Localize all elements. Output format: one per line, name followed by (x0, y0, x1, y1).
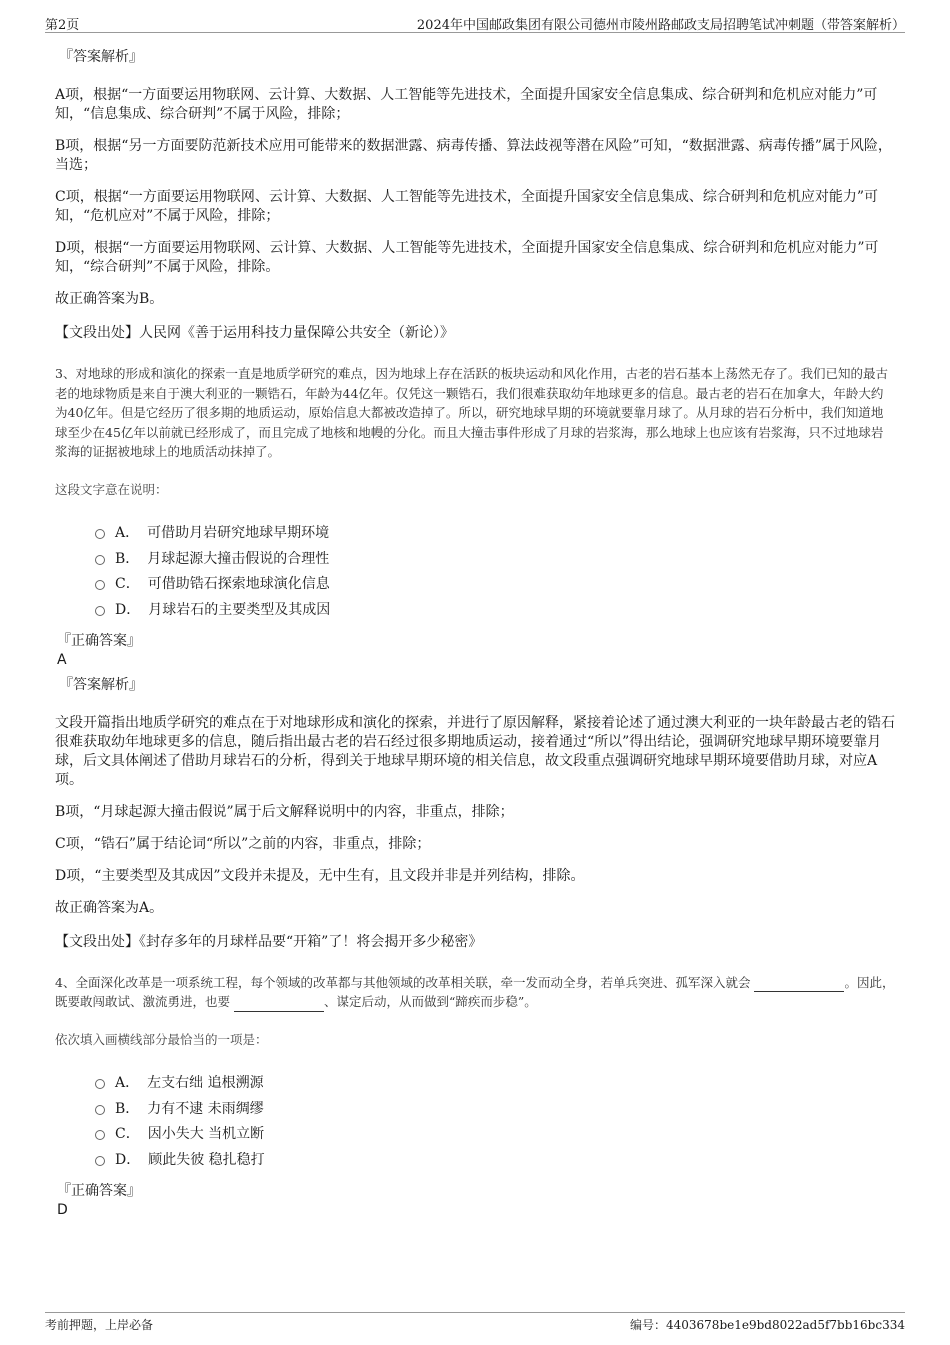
option-letter: A． (115, 1075, 140, 1092)
radio-icon[interactable] (95, 1156, 105, 1166)
option-a[interactable] (95, 520, 895, 546)
source-citation: 【文段出处】《封存多年的月球样品要“开箱”了！将会揭开多少秘密》 (55, 933, 483, 950)
radio-icon[interactable] (95, 606, 105, 616)
fill-blank (234, 998, 324, 1012)
option-text: 可借助锆石探索地球演化信息 (147, 576, 330, 593)
option-letter: B． (115, 1100, 140, 1117)
option-list (95, 1070, 895, 1172)
page-footer (45, 1312, 905, 1332)
option-c[interactable] (95, 1121, 895, 1147)
page-header (45, 14, 905, 33)
option-d[interactable] (95, 1146, 895, 1172)
analysis-label: 『答案解析』 (59, 676, 143, 693)
option-text: 月球起源大撞击假说的合理性 (147, 550, 330, 567)
analysis-paragraph: D项，“主要类型及其成因”文段并未提及，无中生有，且文段并非是并列结构，排除。 (55, 867, 585, 884)
question-4 (55, 973, 895, 1218)
correct-answer: D (57, 1201, 68, 1218)
question-2-analysis (55, 46, 895, 342)
question-text-part: 、谋定后动，从而做到“蹄疾而步稳”。 (324, 994, 537, 1009)
document-id: 编号：4403678be1e9bd8022ad5f7bb16bc334 (630, 1318, 905, 1332)
analysis-paragraph: 文段开篇指出地质学研究的难点在于对地球形成和演化的探索，并进行了原因解释，紧接着论述了通过澳大利亚的一块年龄最古老的锆石很难获取幼年地球更多的信息，随后指出最古老的岩石经过很多期地质运动，接着通过“所以”得出结论，强调研究地球早期环境要靠月球，后文具体阐述了借助月球岩石的分析，得到关于地球早期环境的相关信息，故文段重点强调研究地球早期环境要借助月球，对应A项。 (55, 714, 895, 788)
analysis-paragraph: B项，根据“另一方面要防范新技术应用可能带来的数据泄露、病毒传播、算法歧视等潜在风险”可知，“数据泄露、病毒传播”属于风险，当选； (55, 138, 892, 173)
option-text: 左支右绌 追根溯源 (147, 1075, 264, 1092)
source-citation: 【文段出处】人民网《善于运用科技力量保障公共安全（新论）》 (55, 325, 454, 341)
option-text: 顾此失彼 稳扎稳打 (148, 1151, 265, 1168)
option-c[interactable] (95, 571, 895, 597)
footer-slogan: 考前押题，上岸必备 (45, 1318, 154, 1332)
analysis-paragraph: D项，根据“一方面要运用物联网、云计算、大数据、人工智能等先进技术，全面提升国家安全信息集成、综合研判和危机应对能力”可知，“综合研判”不属于风险，排除。 (55, 240, 879, 275)
question-text-part: 。因此，既要敢闯敢试、激流勇进，也要 (55, 974, 895, 1009)
radio-icon[interactable] (95, 1130, 105, 1140)
option-text: 因小失大 当机立断 (147, 1126, 265, 1143)
radio-icon[interactable] (95, 529, 105, 539)
analysis-paragraph: B项，“月球起源大撞击假说”属于后文解释说明中的内容，非重点，排除； (55, 803, 514, 820)
question-text-part: 4、全面深化改革是一项系统工程，每个领域的改革都与其他领域的改革相关联，牵一发而动全身，若单兵突进、孤军深入就会 (55, 974, 751, 990)
main-content (55, 46, 895, 1224)
analysis-conclusion: 故正确答案为B。 (55, 291, 164, 307)
question-text: 3、对地球的形成和演化的探索一直是地质学研究的难点，因为地球上存在活跃的板块运动和风化作用，古老的岩石基本上荡然无存了。我们已知的最古老的地球物质是来自于澳大利亚的一颗锆石，年龄为44亿年。仅凭这一颗锆石，我们很难获取幼年地球更多的信息。最古老的岩石在加拿大，年龄大约为40亿年。但是它经历了很多期的地质运动，原始信息大都被改造掉了。所以，研究地球早期的环境就要靠月球了。从月球的岩石分析中，我们知道地球至少在45亿年以前就已经形成了，而且完成了地核和地幔的分化。而且大撞击事件形成了月球的岩浆海，那么地球上也应该有岩浆海，只不过地球岩浆海的证据被地球上的地质活动抹掉了。 (55, 366, 888, 459)
question-text (55, 973, 895, 1012)
option-text: 可借助月岩研究地球早期环境 (147, 525, 330, 542)
correct-answer: A (57, 651, 67, 668)
option-letter: D． (115, 601, 141, 618)
correct-answer-label: 『正确答案』 (57, 632, 141, 649)
option-b[interactable] (95, 1095, 895, 1121)
option-letter: A． (115, 525, 140, 542)
analysis-paragraph: A项，根据“一方面要运用物联网、云计算、大数据、人工智能等先进技术，全面提升国家安全信息集成、综合研判和危机应对能力”可知，“信息集成、综合研判”不属于风险，排除； (55, 87, 878, 122)
radio-icon[interactable] (95, 1079, 105, 1089)
radio-icon[interactable] (95, 555, 105, 565)
analysis-paragraph: C项，“锆石”属于结论词“所以”之前的内容，非重点，排除； (55, 835, 431, 852)
correct-answer-label: 『正确答案』 (57, 1182, 141, 1199)
question-prompt: 依次填入画横线部分最恰当的一项是： (55, 1031, 268, 1047)
radio-icon[interactable] (95, 580, 105, 590)
option-text: 月球岩石的主要类型及其成因 (148, 601, 331, 618)
document-title: 2024年中国邮政集团有限公司德州市陵州路邮政支局招聘笔试冲刺题（带答案解析） (416, 18, 905, 33)
question-prompt: 这段文字意在说明： (55, 481, 168, 497)
option-letter: D． (115, 1151, 141, 1168)
option-d[interactable] (95, 596, 895, 622)
option-list (95, 520, 895, 622)
analysis-conclusion: 故正确答案为A。 (55, 899, 164, 916)
analysis-label: 『答案解析』 (59, 49, 143, 65)
page-number: 第2页 (45, 18, 80, 33)
fill-blank (754, 978, 844, 992)
option-letter: C． (115, 1126, 140, 1143)
option-letter: B． (115, 550, 140, 567)
radio-icon[interactable] (95, 1105, 105, 1115)
option-a[interactable] (95, 1070, 895, 1096)
analysis-paragraph: C项，根据“一方面要运用物联网、云计算、大数据、人工智能等先进技术，全面提升国家安全信息集成、综合研判和危机应对能力”可知，“危机应对”不属于风险，排除； (55, 189, 879, 224)
option-text: 力有不逮 未雨绸缪 (147, 1100, 264, 1117)
option-b[interactable] (95, 545, 895, 571)
option-letter: C． (115, 576, 140, 593)
question-3 (55, 364, 895, 951)
